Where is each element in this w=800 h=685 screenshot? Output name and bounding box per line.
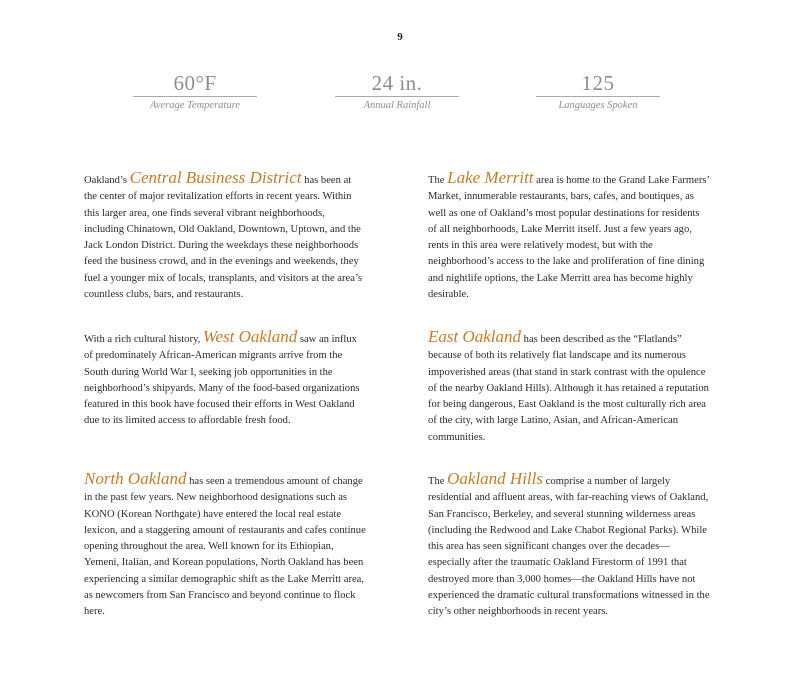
stat-divider (133, 96, 257, 97)
neighborhood-name: East Oakland (428, 327, 522, 346)
stat-label: Annual Rainfall (363, 100, 431, 111)
stat-value: 125 (581, 71, 615, 95)
neighborhood-name: Lake Merritt (447, 168, 534, 187)
section-body-text: area is home to the Grand Lake Farmers’ Market, innumerable restaurants, bars, cafes, and boutiques, as well as one of Oakland’s most popular destinations for residents of all neighborhoods, Lake Merritt itself. Just a few years ago, rents in this area were relatively modest, but with the neighborhood’s access to the lake and proliferation of fine dining and nightlife options, the Lake Merritt area has become highly desirable. (428, 175, 710, 301)
stat-divider (335, 96, 459, 97)
section-north-oakland (84, 471, 366, 621)
stat-value: 24 in. (371, 71, 423, 95)
section-body-text: saw an influx of predominately African-American migrants arrive from the South during World War I, seeking job opportunities in the neighborhood’s shipyards. Many of the food-based organizations featured in this book have focused their efforts in West Oakland due to its limited access to affordable fresh food. (84, 334, 360, 427)
section-lead-text: The (428, 175, 448, 186)
section-body-text: has been at the center of major revitalization efforts in recent years. Within this larger area, one finds several vibrant neighborhoods, including Chinatown, Old Oakland, Downtown, Uptown, and the Jack London District. During the weekdays these neighborhoods feed the business crowd, and in the evenings and weekends, they fuel a younger mix of locals, transplants, and visitors at the area’s countless clubs, bars, and restaurants. (84, 175, 363, 301)
section-central-business-district (84, 170, 366, 303)
section-oakland-hills (428, 471, 710, 621)
section-body-text: comprise a number of largely residential and affluent areas, with far-reaching views of Oakland, San Francisco, Berkeley, and several stunning wilderness areas (including the Redwood and Lake Chabot Regional Parks). While this area has seen significant changes over the decades—especially after the traumatic Oakland Firestorm of 1991 that destroyed more than 3,000 homes—the Oakland Hills have not experienced the dramatic cultural transformations witnessed in the city’s other neighborhoods in recent years. (428, 476, 710, 618)
stat-label: Average Temperature (150, 100, 240, 111)
stat-average-temperature (133, 70, 257, 111)
neighborhood-name: Central Business District (129, 168, 302, 187)
stat-languages-spoken (536, 70, 660, 111)
section-body-text: has been described as the “Flatlands” because of both its relatively flat landscape and its numerous impoverished areas (that stand in stark contrast with the opulence of the nearby Oakland Hills). Although it has retained a reputation for being dangerous, East Oakland is the most culturally rich area of the city, with large Latino, Asian, and African-American communities. (428, 334, 709, 443)
neighborhood-name: West Oakland (202, 327, 298, 346)
section-lead-text: With a rich cultural history, (84, 334, 203, 345)
section-lake-merritt (428, 170, 710, 303)
stat-divider (536, 96, 660, 97)
section-lead-text: Oakland’s (84, 175, 130, 186)
section-west-oakland (84, 329, 366, 430)
neighborhood-name: Oakland Hills (447, 469, 543, 488)
section-body-text: has seen a tremendous amount of change in the past few years. New neighborhood designations such as KONO (Korean Northgate) have entered the local real estate lexicon, and a staggering amount of restaurants and cafes continue opening throughout the area. Well known for its Ethiopian, Yemeni, Italian, and Korean populations, North Oakland has been experiencing a similar demographic shift as the Lake Merritt area, as newcomers from San Francisco and beyond continue to flock here. (84, 476, 366, 618)
neighborhood-name: North Oakland (84, 469, 187, 488)
page-number: 9 (397, 31, 403, 43)
stat-label: Languages Spoken (558, 100, 638, 111)
section-east-oakland (428, 329, 710, 446)
stat-value: 60°F (173, 71, 217, 95)
stat-annual-rainfall (335, 70, 459, 111)
section-lead-text: The (428, 476, 448, 487)
